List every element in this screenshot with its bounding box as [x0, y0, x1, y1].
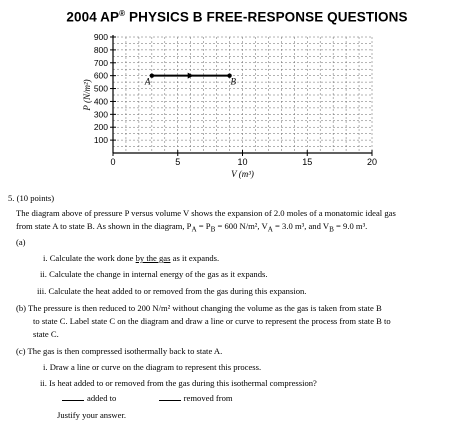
answer-options — [62, 393, 233, 404]
part-c-ii — [40, 378, 317, 389]
part-a-i-underline: by the gas — [135, 253, 171, 263]
sub-b: B — [210, 225, 216, 234]
part-c-line-1 — [16, 346, 222, 357]
part-a-i-post: as it expands. — [170, 253, 220, 263]
sub-a-2: A — [267, 225, 273, 234]
part-c-text: The gas is then compressed isothermally back to state A. — [27, 346, 223, 356]
part-a-i — [43, 253, 219, 264]
part-b-line1-end: B — [373, 303, 382, 313]
y-tick-label: 400 — [93, 96, 108, 107]
part-c-label: (c) — [16, 346, 26, 356]
y-tick-label: 600 — [93, 70, 108, 81]
part-a-iii-text: Calculate the heat added to or removed from the gas during this expansion. — [48, 286, 307, 296]
part-b-line-2: to state C. Label state C on the diagram and draw a line or curve to represent the process from state B to — [33, 316, 391, 326]
option-removed-from: removed from — [183, 393, 233, 403]
part-b-label: (b) — [16, 303, 27, 313]
part-a-iii — [37, 286, 306, 297]
intro-eq: = P — [196, 221, 211, 231]
part-c-ii-num: ii. — [40, 378, 47, 388]
x-tick-label: 5 — [175, 157, 181, 167]
y-tick-label: 900 — [93, 32, 108, 42]
added-to-blank[interactable] — [62, 393, 84, 401]
header-year: 2004 AP — [66, 9, 120, 25]
pv-diagram — [0, 0, 474, 200]
part-b-line1: The pressure is then reduced to 200 N/m² without changing the volume as the gas is taken from state — [28, 303, 374, 313]
intro-line-2 — [16, 221, 367, 236]
state-label: A — [144, 76, 151, 87]
x-tick-label: 0 — [110, 157, 116, 167]
part-c-ii-text: Is heat added to or removed from the gas during this isothermal compression? — [49, 378, 317, 388]
part-c-i-text: Draw a line or curve on the diagram to represent this process. — [49, 362, 262, 372]
question-points: (10 points) — [16, 193, 55, 203]
y-tick-label: 700 — [93, 57, 108, 68]
x-axis-label: V (m³) — [231, 169, 254, 179]
x-tick-label: 10 — [237, 157, 248, 167]
sub-b-2: B — [329, 225, 334, 234]
option-added-to: added to — [87, 393, 117, 403]
part-b-line-1 — [16, 303, 382, 314]
x-tick-label: 20 — [366, 157, 378, 167]
part-a-i-num: i. — [43, 253, 48, 263]
removed-from-blank[interactable] — [159, 393, 181, 401]
question-number: 5. — [8, 193, 15, 203]
intro-va: = 3.0 m³, and V — [272, 221, 330, 231]
intro-val: = 600 N/m², V — [215, 221, 268, 231]
y-tick-label: 300 — [93, 109, 108, 120]
state-label: B — [230, 76, 237, 87]
y-tick-label: 100 — [93, 135, 108, 146]
intro-line-1: The diagram above of pressure P versus volume V shows the expansion of 2.0 moles of a monatomic ideal gas — [16, 208, 396, 218]
question-number-line — [8, 193, 54, 204]
sub-a: A — [191, 225, 197, 234]
part-c-i-num: i. — [43, 362, 48, 372]
header-title: PHYSICS B FREE-RESPONSE QUESTIONS — [125, 9, 408, 25]
part-a-iii-num: iii. — [37, 286, 47, 296]
y-tick-label: 800 — [93, 44, 108, 55]
part-c-i — [43, 362, 261, 373]
part-a-ii — [40, 269, 268, 280]
part-a-ii-num: ii. — [40, 269, 47, 279]
intro-vb: = 9.0 m³. — [333, 221, 368, 231]
intro-text: from state A to state B. As shown in the diagram, P — [16, 221, 192, 231]
registered-mark: ® — [119, 9, 126, 18]
justify-line: Justify your answer. — [57, 410, 126, 420]
y-tick-label: 200 — [93, 122, 108, 133]
part-a-i-pre: Calculate the work done — [49, 253, 136, 263]
y-tick-label: 500 — [93, 83, 108, 94]
x-tick-label: 15 — [302, 157, 313, 167]
part-a-label: (a) — [16, 237, 26, 247]
part-a-ii-text: Calculate the change in internal energy of the gas as it expands. — [49, 269, 268, 279]
part-b-line-3: state C. — [33, 329, 59, 339]
y-axis-label: P (N/m²) — [82, 79, 92, 111]
